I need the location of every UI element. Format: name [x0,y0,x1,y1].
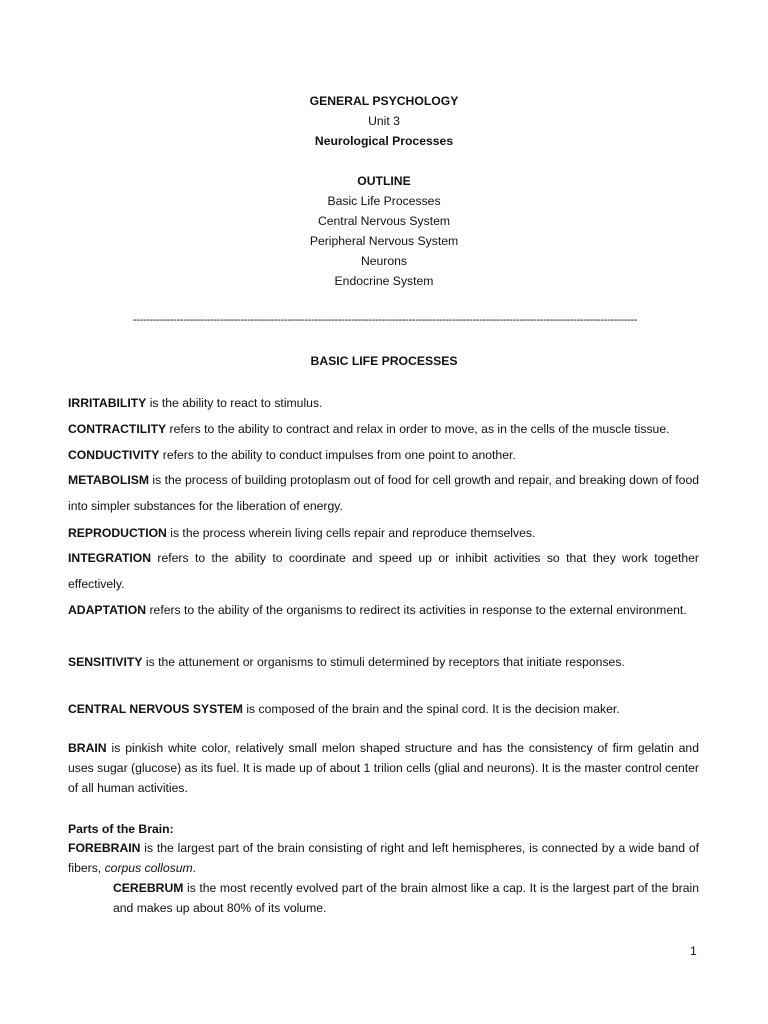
definition: is the attunement or organisms to stimuli determined by receptors that initiate responses. [142,655,625,669]
brain-paragraph [68,738,699,798]
term: IRRITABILITY [68,396,147,410]
definition: is the most recently evolved part of the brain almost like a cap. It is the largest part of the brain and makes up about 80% of its volume. [113,881,699,915]
section-title: BASIC LIFE PROCESSES [310,354,458,368]
process-integration [68,545,699,597]
term: CONTRACTILITY [68,422,167,436]
term: REPRODUCTION [68,526,167,540]
definition: is the largest part of the brain consisting of right and left hemispheres, is connected by a wide band of fibers, [68,841,699,875]
term: CONDUCTIVITY [68,448,160,462]
cerebrum-paragraph [113,878,699,918]
term: BRAIN [68,741,107,755]
topic-title: Neurological Processes [314,134,454,148]
process-adaptation [68,597,699,623]
definition: is pinkish white color, relatively small melon shaped structure and has the consistency of firm gelatin and uses sugar (glucose) as its fuel. It is made up of about 1 trilion cells (glial and neurons). It is the master control center of all human activities. [68,741,699,795]
definition: is the ability to react to stimulus. [146,396,323,410]
outline-item: Endocrine System [334,274,434,288]
italic-term: corpus collosum [104,861,193,875]
outline-item: Central Nervous System [317,214,451,228]
forebrain-paragraph [68,838,699,878]
definition: is the process of building protoplasm out of food for cell growth and repair, and breaking down of food into simpler substances for the liberation of energy. [68,473,699,513]
process-sensitivity [68,653,699,671]
parts-heading: Parts of the Brain: [68,822,174,836]
process-metabolism [68,467,699,519]
term: ADAPTATION [68,603,147,617]
term: METABOLISM [68,473,150,487]
outline-item: Peripheral Nervous System [309,234,459,248]
page-number: 1 [690,944,697,958]
term: CEREBRUM [113,881,184,895]
outline-title: OUTLINE [357,174,411,188]
definition: is the process wherein living cells repair and reproduce themselves. [166,526,536,540]
definition: refers to the ability to conduct impulses from one point to another. [159,448,516,462]
definition: refers to the ability to contract and relax in order to move, as in the cells of the muscle tissue. [166,422,670,436]
definition: refers to the ability to coordinate and speed up or inhibit activities so that they work together effectively. [68,551,699,591]
process-conductivity [68,446,699,464]
definition: refers to the ability of the organisms to redirect its activities in response to the external environment. [146,603,687,617]
term: SENSITIVITY [68,655,143,669]
section-divider: ------------------------------------------------------------------------------------------------------------------------------------------------------ [132,314,638,326]
outline-item: Neurons [360,254,408,268]
term: INTEGRATION [68,551,152,565]
term: FOREBRAIN [68,841,141,855]
cns-paragraph [68,700,699,718]
definition: is composed of the brain and the spinal cord. It is the decision maker. [242,702,620,716]
process-reproduction [68,524,699,542]
process-contractility [68,420,699,438]
outline-item: Basic Life Processes [327,194,441,208]
unit-label: Unit 3 [368,114,400,128]
process-irritability [68,394,699,412]
term: CENTRAL NERVOUS SYSTEM [68,702,243,716]
course-title: GENERAL PSYCHOLOGY [309,94,459,108]
punctuation: . [192,861,197,875]
